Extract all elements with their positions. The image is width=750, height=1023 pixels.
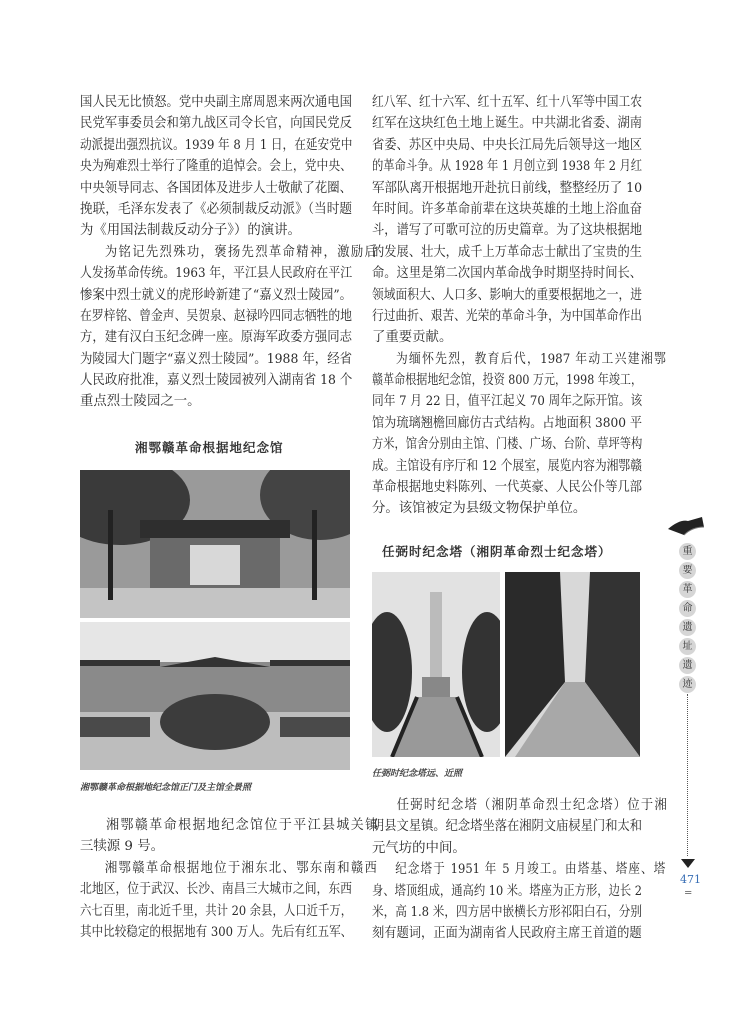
dotted-guide-line xyxy=(687,694,688,856)
text-line: 军部队离开根据地开赴抗日前线，整整经历了 10 xyxy=(372,180,643,196)
paragraph xyxy=(372,795,667,859)
text-line: 命。这里是第二次国内革命战争时期坚持时间长、 xyxy=(372,266,642,282)
text-line: 国人民无比愤怒。党中央副主席周恩来两次通电国 xyxy=(80,95,352,110)
section-tab-char: 重 xyxy=(679,543,696,560)
text-line: 刻有题词，正面为湖南省人民政府主席王首道的题 xyxy=(372,926,642,942)
section-tab-char: 迹 xyxy=(679,676,696,693)
paragraph xyxy=(372,859,666,945)
text-line: 为铭记先烈殊功，褒扬先烈革命精神，激励后 xyxy=(104,244,377,260)
text-line: 革命根据地史料陈列、一代英豪、人民公仆等几部 xyxy=(372,480,642,496)
text-line: 红八军、红十六军、红十五军、红十八军等中国工农 xyxy=(372,95,642,110)
text-line: 为陵园大门题字“嘉义烈士陵园”。1988 年，经省 xyxy=(80,351,353,367)
text-line: 的发展、壮大，成千上万革命志士献出了宝贵的生 xyxy=(372,244,642,260)
text-line: 赣革命根据地纪念馆，投资 800 万元，1998 年竣工， xyxy=(372,373,642,389)
section-tab-vertical xyxy=(679,543,696,695)
text-line: 为《用国法制裁反动分子》）的演讲。 xyxy=(80,223,301,239)
paragraph xyxy=(372,349,666,520)
text-line: 其中比较稳定的根据地有 300 万人。先后有红五军、 xyxy=(80,924,353,940)
text-line: 在罗梓铭、曾金声、吴贺泉、赵禄吟四同志牺牲的地 xyxy=(80,308,352,324)
text-line: 人民政府批准，嘉义烈士陵园被列入湖南省 18 个 xyxy=(80,373,353,389)
text-line: 成。主馆设有序厅和 12 个展室，展览内容为湘鄂赣 xyxy=(372,458,642,474)
text-line: 人发扬革命传统。1963 年，平江县人民政府在平江 xyxy=(80,266,353,282)
paragraph xyxy=(372,92,642,349)
text-line: 红军在这块红色土地上诞生。中共湖北省委、湖南 xyxy=(372,116,642,132)
text-line: 为缅怀先烈，教育后代，1987 年动工兴建湘鄂 xyxy=(395,351,666,367)
text-line: 动派提出强烈抗议。1939 年 8 月 1 日，在延安党中 xyxy=(80,137,353,153)
right-column-top-text xyxy=(372,92,666,520)
section-tab-char: 遗 xyxy=(679,619,696,636)
text-line: 任弼时纪念塔（湘阴革命烈士纪念塔）位于湘 xyxy=(396,798,667,813)
text-line: 方米，馆舍分别由主馆、门楼、广场、台阶、草坪等构 xyxy=(372,437,643,453)
right-column-bottom-text xyxy=(372,795,667,945)
text-line: 领域面积大、人口多、影响大的重要根据地之一，进 xyxy=(372,287,642,303)
text-line: 方，建有汉白玉纪念碑一座。原海军政委方强同志 xyxy=(80,330,352,346)
text-line: 阴县文星镇。纪念塔坐落在湘阴文庙棂星门和太和 xyxy=(372,819,642,835)
text-line: 年时间。许多革命前辈在这块英雄的土地上浴血奋 xyxy=(372,201,642,217)
text-line: 纪念塔于 1951 年 5 月竣工。由塔基、塔座、塔 xyxy=(395,862,666,878)
text-line: 三犊源 9 号。 xyxy=(80,839,164,855)
section-tab-char: 命 xyxy=(679,600,696,617)
paragraph xyxy=(80,242,377,413)
section-tab-char: 址 xyxy=(679,638,696,655)
text-line: 民党军事委员会和第九战区司令长官，向国民党反 xyxy=(80,116,352,132)
text-line: 六七百里，南北近千里，共计 20 余县，人口近千万， xyxy=(80,903,353,919)
paragraph xyxy=(80,815,379,858)
left-column-bottom-text xyxy=(80,815,379,943)
page-mark: = xyxy=(684,888,693,899)
paragraph xyxy=(80,858,377,944)
photo-main-hall xyxy=(80,622,350,770)
text-line: 同年 7 月 22 日，值平江起义 70 周年之际开馆。该 xyxy=(372,394,643,410)
paragraph xyxy=(80,92,352,242)
text-line: 米，高 1.8 米，四方居中嵌横长方形祁阳白石，分别 xyxy=(372,904,643,920)
text-line: 北地区，位于武汉、长沙、南昌三大城市之间，东西 xyxy=(80,882,352,898)
text-line: 惨案中烈士就义的虎形岭新建了“嘉义烈士陵园”。 xyxy=(80,287,352,303)
text-line: 央为殉难烈士举行了隆重的追悼会。会上，党中央、 xyxy=(80,159,352,175)
section-tab-char: 要 xyxy=(679,562,696,579)
text-line: 馆为琉璃翘檐回廊仿古式结构。占地面积 3800 平 xyxy=(372,415,643,431)
left-column-top-text xyxy=(80,92,377,413)
text-line: 省委、苏区中央局、中央长江局先后领导这一地区 xyxy=(372,137,642,153)
arrow-down-icon xyxy=(681,859,695,868)
photo-pagoda-far xyxy=(372,572,500,757)
text-line: 身、塔顶组成，通高约 10 米。塔座为正方形，边长 2 xyxy=(372,883,642,899)
text-line: 湘鄂赣革命根据地纪念馆位于平江县城关镇 xyxy=(106,818,379,833)
text-line: 的革命斗争。从 1928 年 1 月创立到 1938 年 2 月红 xyxy=(372,159,643,175)
photo-memorial-gate xyxy=(80,470,350,618)
text-line: 中央领导同志、各国团体及进步人士敬献了花圈、 xyxy=(80,180,352,196)
text-line: 分。该馆被定为县级文物保护单位。 xyxy=(372,501,587,517)
section-heading-pagoda: 任弼时纪念塔（湘阴革命烈士纪念塔） xyxy=(382,544,612,559)
text-line: 斗，谱写了可歌可泣的历史篇章。为了这块根据地 xyxy=(372,223,642,239)
page-number: 471 xyxy=(680,873,701,886)
photo-caption-memorial-hall: 湘鄂赣革命根据地纪念馆正门及主馆全景照 xyxy=(80,783,252,793)
text-line: 行过曲折、艰苦、光荣的革命斗争，为中国革命作出 xyxy=(372,308,642,324)
text-line: 元气坊的中间。 xyxy=(372,840,466,856)
photo-pagoda-near xyxy=(505,572,640,757)
book-icon xyxy=(666,515,706,541)
text-line: 挽联，毛泽东发表了《必须制裁反动派》（当时题 xyxy=(80,201,352,217)
section-tab-char: 革 xyxy=(679,581,696,598)
text-line: 湘鄂赣革命根据地位于湘东北、鄂东南和赣西 xyxy=(104,860,377,876)
photo-caption-pagoda: 任弼时纪念塔远、近照 xyxy=(372,769,463,779)
section-heading-memorial-hall: 湘鄂赣革命根据地纪念馆 xyxy=(135,440,284,455)
section-tab-char: 遗 xyxy=(679,657,696,674)
text-line: 了重要贡献。 xyxy=(372,330,453,346)
text-line: 重点烈士陵园之一。 xyxy=(80,394,201,410)
